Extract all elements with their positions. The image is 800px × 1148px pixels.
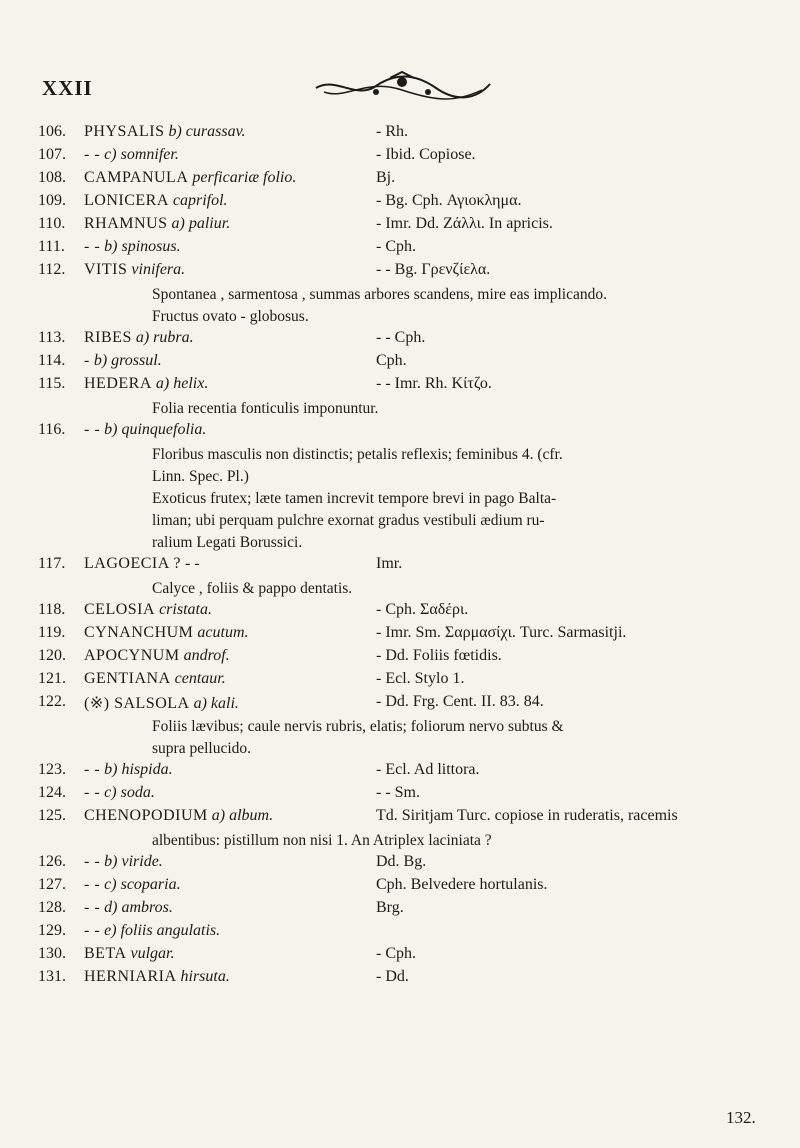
note-line: Floribus masculis non distinctis; petalis reflexis; feminibus 4. (cfr. — [152, 446, 563, 463]
note-line: Spontanea , sarmentosa , summas arbores scandens, mire eas implicando. — [152, 286, 607, 303]
entry-number: 124. — [38, 784, 66, 801]
genus-name: - - — [84, 421, 101, 438]
entry-note — [38, 578, 764, 600]
species-epithet: c) soda. — [104, 784, 155, 801]
species-epithet: centaur. — [174, 670, 226, 687]
entry-reference: - Rh. — [376, 123, 408, 140]
species-epithet: cristata. — [159, 601, 212, 618]
species-entry — [38, 876, 778, 899]
entry-number: 131. — [38, 968, 66, 985]
entry-reference: - - Imr. Rh. Κίτζο. — [376, 375, 492, 392]
decorative-ornament — [306, 70, 498, 104]
species-epithet: b) hispida. — [104, 761, 173, 778]
species-epithet: vulgar. — [130, 945, 175, 962]
species-entry — [38, 693, 778, 716]
genus-name: HERNIARIA — [84, 968, 177, 985]
entry-number: 113. — [38, 329, 66, 346]
species-epithet: - - — [184, 555, 200, 572]
species-entry — [38, 784, 778, 807]
note-line: ralium Legati Borussici. — [152, 534, 303, 551]
entry-number: 128. — [38, 899, 66, 916]
species-entry — [38, 624, 778, 647]
species-epithet: androf. — [183, 647, 230, 664]
entry-number: 121. — [38, 670, 66, 687]
note-line: Folia recentia fonticulis imponuntur. — [152, 400, 379, 417]
species-entry — [38, 215, 778, 238]
entry-reference: - Imr. Sm. Σαρμασίχι. Turc. Sarmasitji. — [376, 624, 627, 641]
note-line: Fructus ovato - globosus. — [152, 308, 309, 325]
entry-name — [84, 421, 206, 439]
species-epithet: b) grossul. — [93, 352, 162, 369]
entry-number: 120. — [38, 647, 66, 664]
note-line: Calyce , foliis & pappo dentatis. — [152, 580, 353, 597]
note-line: Foliis lævibus; caule nervis rubris, elatis; foliorum nervo subtus & — [152, 718, 564, 735]
species-entry — [38, 555, 778, 578]
entry-name — [84, 555, 200, 573]
entry-name — [84, 807, 273, 825]
species-epithet: acutum. — [197, 624, 249, 641]
entry-name — [84, 761, 173, 779]
species-entry — [38, 169, 778, 192]
species-epithet: b) curassav. — [168, 123, 246, 140]
entry-name — [84, 215, 230, 233]
entry-reference: Imr. — [376, 555, 403, 572]
genus-name: RHAMNUS — [84, 215, 168, 232]
genus-name: GENTIANA — [84, 670, 171, 687]
entry-reference: - Dd. Frg. Cent. II. 83. 84. — [376, 693, 544, 710]
species-list — [38, 123, 778, 991]
entry-reference: - Ecl. Ad littora. — [376, 761, 480, 778]
entry-number: 122. — [38, 693, 66, 710]
entry-note — [38, 716, 764, 760]
species-epithet: b) spinosus. — [104, 238, 181, 255]
entry-reference: - Dd. Foliis fœtidis. — [376, 647, 502, 664]
entry-name — [84, 670, 226, 688]
species-epithet: hirsuta. — [180, 968, 230, 985]
entry-name — [84, 853, 163, 871]
entry-name — [84, 261, 185, 279]
entry-reference: Brg. — [376, 899, 404, 916]
note-line: albentibus: pistillum non nisi 1. An Atriplex laciniata ? — [152, 832, 492, 849]
entry-name — [84, 192, 228, 210]
species-entry — [38, 922, 778, 945]
entry-number: 109. — [38, 192, 66, 209]
catchword: 132. — [726, 1108, 756, 1127]
entry-number: 130. — [38, 945, 66, 962]
entry-reference: - Dd. — [376, 968, 409, 985]
entry-name — [84, 945, 175, 963]
entry-number: 114. — [38, 352, 66, 369]
species-entry — [38, 421, 778, 444]
entry-name — [84, 922, 220, 940]
entry-name — [84, 624, 249, 642]
entry-reference: - Imr. Dd. Ζάλλι. In apricis. — [376, 215, 553, 232]
entry-name — [84, 876, 181, 894]
entry-number: 115. — [38, 375, 66, 392]
entry-name — [84, 601, 212, 619]
genus-name: - - — [84, 761, 101, 778]
entry-number: 129. — [38, 922, 66, 939]
species-entry — [38, 261, 778, 284]
entry-name — [84, 784, 155, 802]
entry-number: 118. — [38, 601, 66, 618]
genus-name: - — [84, 352, 90, 369]
species-entry — [38, 375, 778, 398]
entry-number: 127. — [38, 876, 66, 893]
entry-name — [84, 146, 179, 164]
genus-name: LONICERA — [84, 192, 169, 209]
species-epithet: b) viride. — [104, 853, 163, 870]
species-epithet: c) scoparia. — [104, 876, 181, 893]
page-number: XXII — [42, 76, 93, 100]
species-entry — [38, 968, 778, 991]
entry-number: 108. — [38, 169, 66, 186]
genus-name: LAGOECIA ? — [84, 555, 181, 572]
genus-name: HEDERA — [84, 375, 152, 392]
entry-note — [38, 398, 764, 420]
entry-reference: Cph. — [376, 352, 407, 369]
genus-name: - - — [84, 784, 101, 801]
entry-name — [84, 375, 208, 393]
entry-note — [38, 830, 764, 852]
note-line: liman; ubi perquam pulchre exornat gradus vestibuli ædium ru- — [152, 512, 545, 529]
entry-reference: - Bg. Cph. Αγιοκλημα. — [376, 192, 522, 209]
genus-name: CYNANCHUM — [84, 624, 194, 641]
genus-name: - - — [84, 876, 101, 893]
species-epithet: perficariæ folio. — [192, 169, 297, 186]
entry-name — [84, 238, 181, 256]
entry-reference: - - Cph. — [376, 329, 426, 346]
species-entry — [38, 670, 778, 693]
species-epithet: a) album. — [211, 807, 274, 824]
entry-note — [38, 444, 764, 554]
entry-number: 112. — [38, 261, 66, 278]
species-epithet: b) quinquefolia. — [104, 421, 207, 438]
genus-name: VITIS — [84, 261, 128, 278]
entry-number: 106. — [38, 123, 66, 140]
species-epithet: caprifol. — [172, 192, 228, 209]
species-entry — [38, 601, 778, 624]
entry-name — [84, 899, 173, 917]
entry-name — [84, 352, 162, 370]
genus-name: - - — [84, 853, 101, 870]
species-entry — [38, 899, 778, 922]
species-entry — [38, 945, 778, 968]
entry-number: 111. — [38, 238, 65, 255]
entry-number: 110. — [38, 215, 66, 232]
entry-reference: - Cph. — [376, 238, 416, 255]
entry-name — [84, 693, 239, 713]
entry-number: 126. — [38, 853, 66, 870]
species-entry — [38, 853, 778, 876]
entry-name — [84, 329, 194, 347]
genus-name: CELOSIA — [84, 601, 156, 618]
genus-name: CAMPANULA — [84, 169, 189, 186]
species-epithet: a) kali. — [193, 695, 239, 712]
entry-number: 116. — [38, 421, 66, 438]
entry-reference: Dd. Bg. — [376, 853, 427, 870]
page-header — [0, 70, 800, 110]
note-line: Exoticus frutex; læte tamen increvit tempore brevi in pago Balta- — [152, 490, 557, 507]
entry-number: 117. — [38, 555, 66, 572]
entry-note — [38, 284, 764, 328]
entry-name — [84, 169, 296, 187]
entry-reference: - - Bg. Γρενζίελα. — [376, 261, 491, 278]
species-entry — [38, 352, 778, 375]
genus-name: RIBES — [84, 329, 132, 346]
species-epithet: vinifera. — [131, 261, 186, 278]
entry-number: 123. — [38, 761, 66, 778]
genus-name: PHYSALIS — [84, 123, 165, 140]
genus-name: - - — [84, 899, 101, 916]
genus-name: APOCYNUM — [84, 647, 180, 664]
note-line: Linn. Spec. Pl.) — [152, 468, 249, 485]
species-entry — [38, 123, 778, 146]
genus-name: - - — [84, 922, 101, 939]
species-epithet: d) ambros. — [104, 899, 173, 916]
species-epithet: e) foliis angulatis. — [104, 922, 221, 939]
entry-reference: - Ecl. Stylo 1. — [376, 670, 465, 687]
entry-reference: - Cph. Σαδέρι. — [376, 601, 469, 618]
entry-reference: Cph. Belvedere hortulanis. — [376, 876, 548, 893]
entry-reference: - - Sm. — [376, 784, 420, 801]
genus-name: (※) SALSOLA — [84, 695, 190, 712]
species-entry — [38, 329, 778, 352]
species-entry — [38, 807, 778, 830]
entry-name — [84, 968, 230, 986]
species-entry — [38, 238, 778, 261]
note-line: supra pellucido. — [152, 740, 252, 757]
entry-number: 119. — [38, 624, 66, 641]
species-entry — [38, 192, 778, 215]
species-epithet: a) helix. — [155, 375, 209, 392]
species-entry — [38, 146, 778, 169]
entry-number: 125. — [38, 807, 66, 824]
species-epithet: a) rubra. — [135, 329, 194, 346]
entry-name — [84, 123, 246, 141]
species-entry — [38, 647, 778, 670]
genus-name: CHENOPODIUM — [84, 807, 208, 824]
genus-name: - - — [84, 238, 101, 255]
entry-number: 107. — [38, 146, 66, 163]
entry-reference: Bj. — [376, 169, 396, 186]
entry-reference: Td. Siritjam Turc. copiose in ruderatis, racemis — [376, 807, 678, 824]
species-epithet: a) paliur. — [171, 215, 231, 232]
entry-reference: - Ibid. Copiose. — [376, 146, 476, 163]
species-entry — [38, 761, 778, 784]
genus-name: BETA — [84, 945, 127, 962]
species-epithet: c) somnifer. — [104, 146, 179, 163]
genus-name: - - — [84, 146, 101, 163]
entry-name — [84, 647, 230, 665]
entry-reference: - Cph. — [376, 945, 416, 962]
